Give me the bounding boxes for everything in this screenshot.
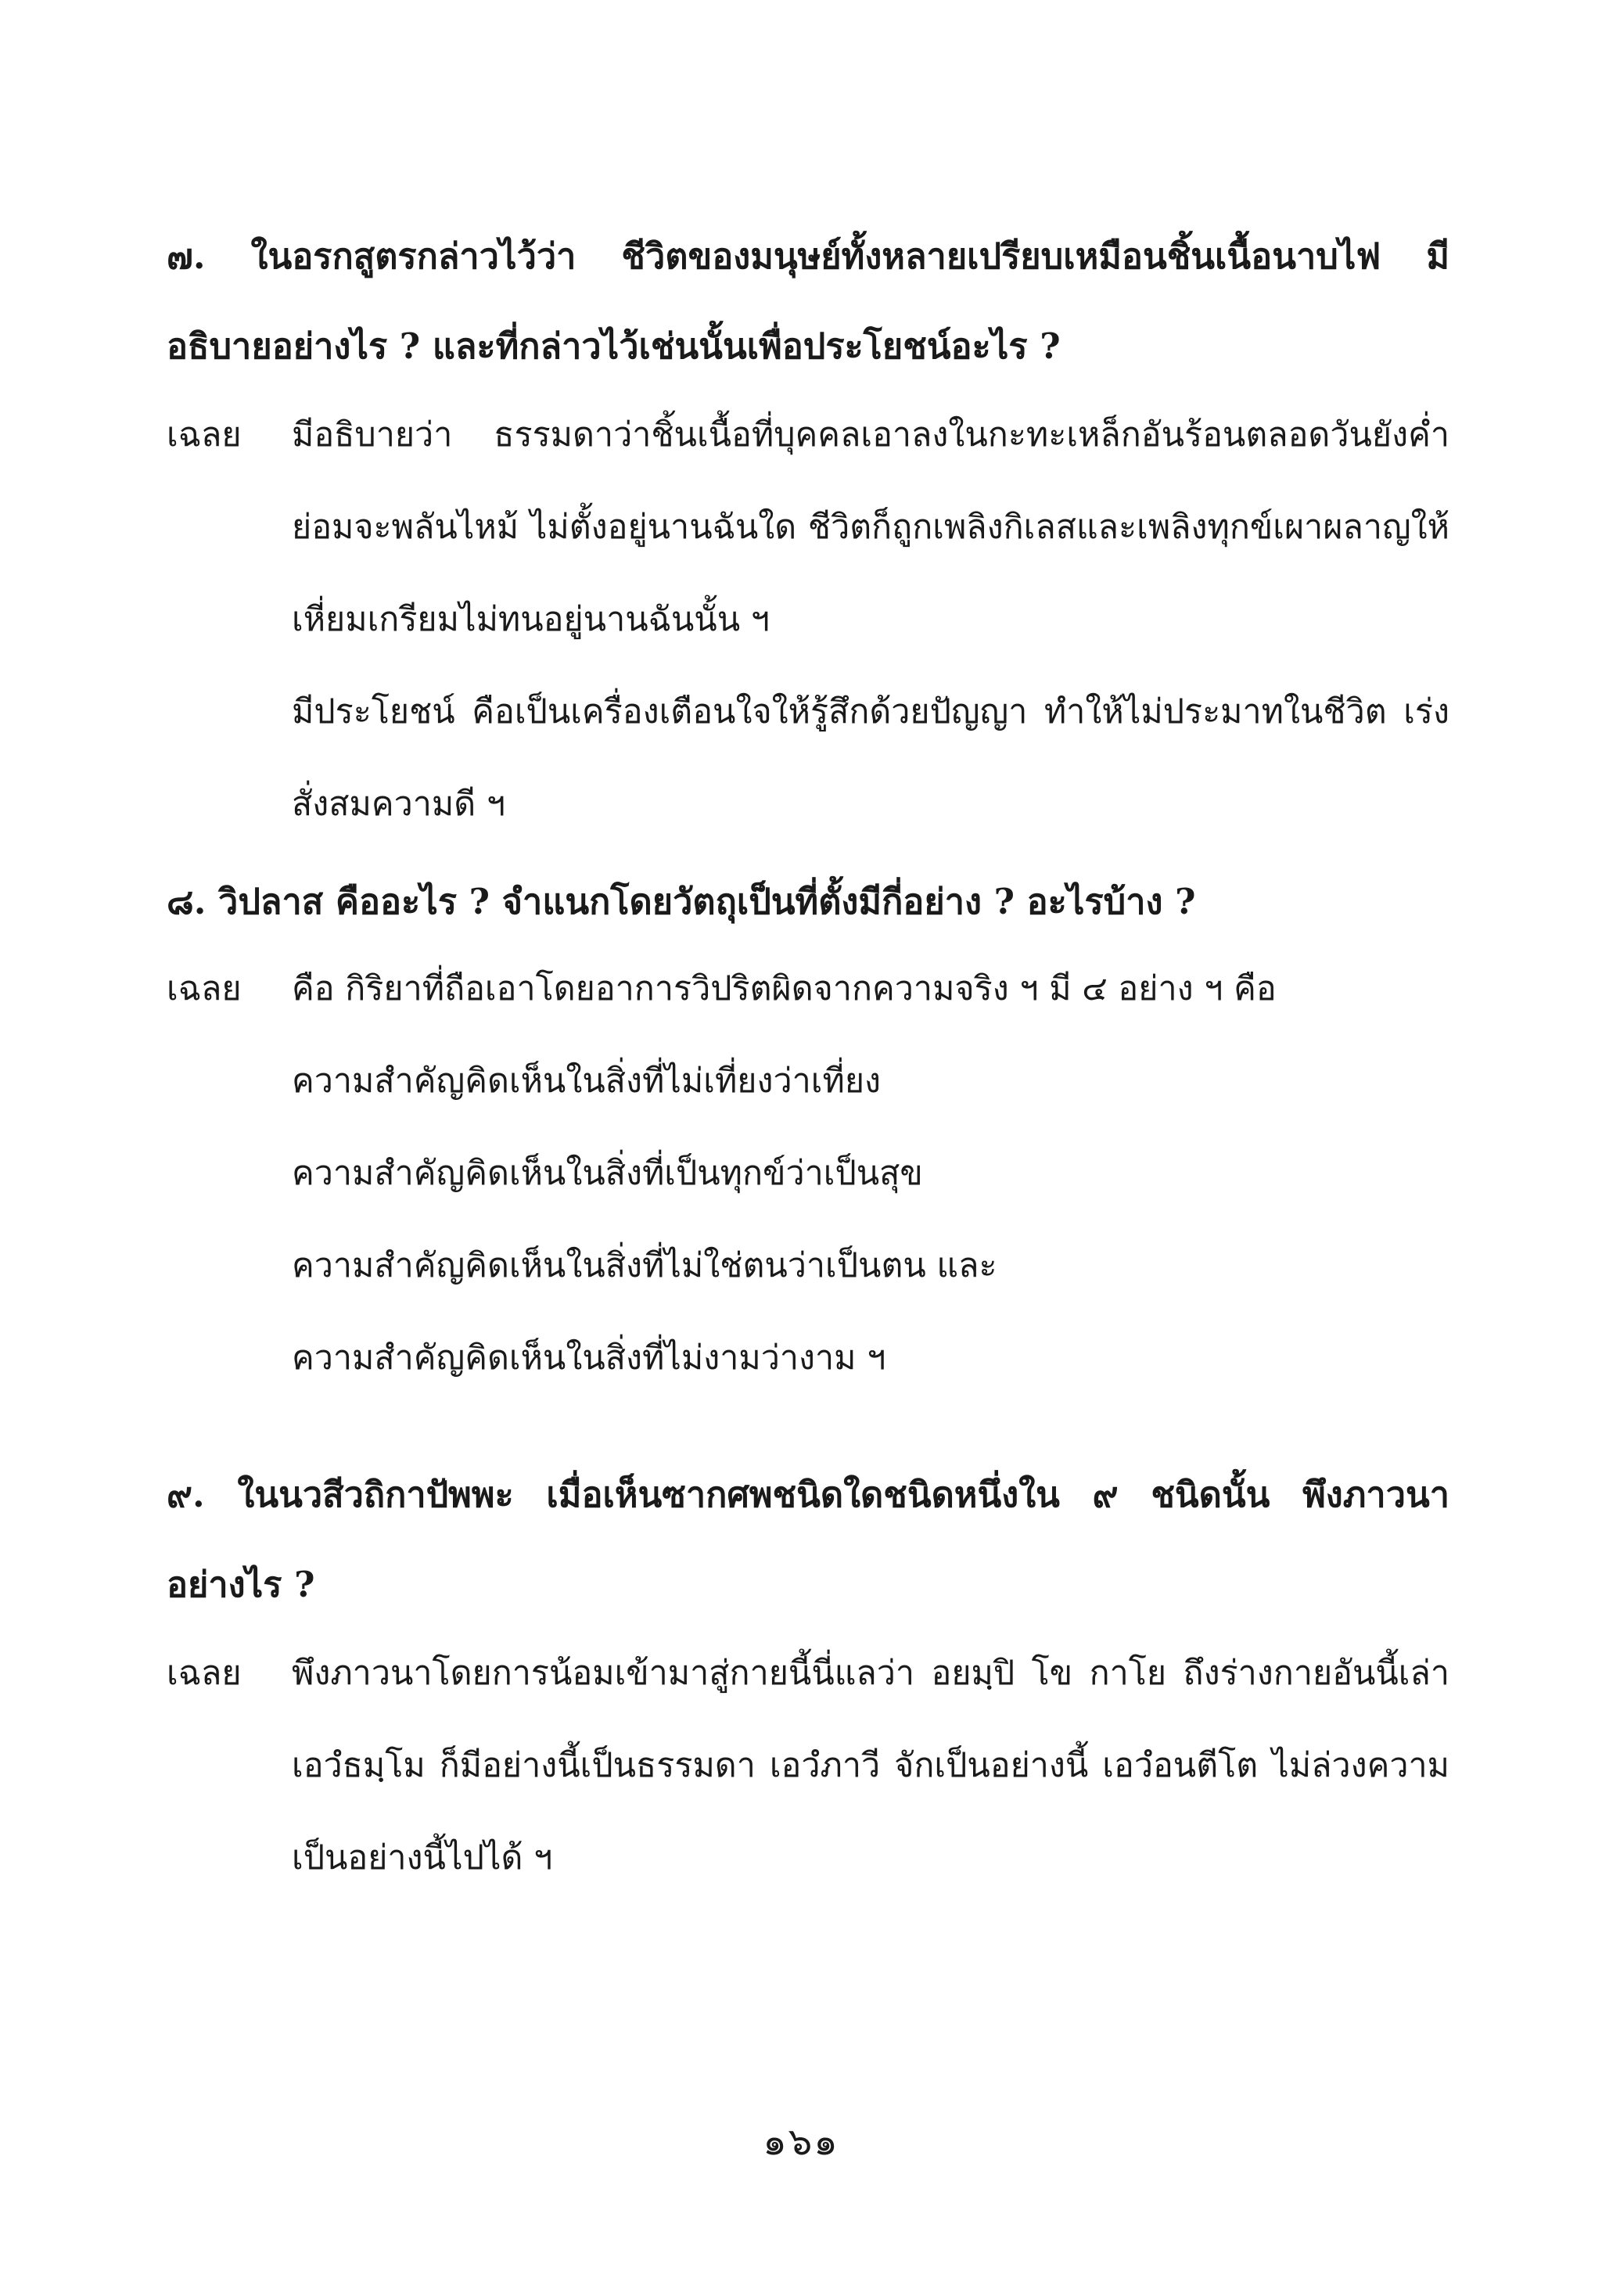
page-number: ๑๖๑ [763, 2120, 839, 2164]
question-7: ๗. ในอรกสูตรกล่าวไว้ว่า ชีวิตของมนุษย์ทั้งหลายเปรียบเหมือนชิ้นเนื้อนาบไฟ มีอธิบายอย่างไร ? และที่กล่าวไว้เช่นนั้นเพื่อประโยชน์อะไร ? [167, 235, 1449, 367]
question-8: ๘. วิปลาส คืออะไร ? จำแนกโดยวัตถุเป็นที่ตั้งมีกี่อย่าง ? อะไรบ้าง ? [167, 881, 1196, 922]
answer-list-item: ความสำคัญคิดเห็นในสิ่งที่เป็นทุกข์ว่าเป็นสุข [292, 1154, 923, 1193]
answer-paragraph: คือ กิริยาที่ถือเอาโดยอาการวิปริตผิดจากความจริง ฯ มี ๔ อย่าง ฯ คือ [292, 969, 1277, 1008]
answer-7 [167, 389, 1449, 850]
answer-8 [167, 943, 1449, 1404]
question-9: ๙. ในนวสีวถิกาปัพพะ เมื่อเห็นซากศพชนิดใดชนิดหนึ่งใน ๙ ชนิดนั้น พึงภาวนาอย่างไร ? [167, 1474, 1449, 1605]
answer-body [292, 943, 1449, 1404]
answer-paragraph: พึงภาวนาโดยการน้อมเข้ามาสู่กายนี้นี่แลว่า อยมฺปิ โข กาโย ถึงร่างกายอันนี้เล่า เอวํธมฺโม ก็มีอย่างนี้เป็นธรรมดา เอวํภาวี จักเป็นอย่างนี้ เอวํอนตีโต ไม่ล่วงความเป็นอย่างนี้ไปได้ ฯ [292, 1654, 1449, 1877]
answer-list-item: ความสำคัญคิดเห็นในสิ่งที่ไม่งามว่างาม ฯ [292, 1338, 886, 1378]
answer-paragraph: มีประโยชน์ คือเป็นเครื่องเตือนใจให้รู้สึกด้วยปัญญา ทำให้ไม่ประมาทในชีวิต เร่งสั่งสมความดี ฯ [292, 692, 1449, 824]
answer-paragraph: มีอธิบายว่า ธรรมดาว่าชิ้นเนื้อที่บุคคลเอาลงในกะทะเหล็กอันร้อนตลอดวันยังค่ำ ย่อมจะพลันไหม้ ไม่ตั้งอยู่นานฉันใด ชีวิตก็ถูกเพลิงกิเลสและเพลิงทุกข์เผาผลาญให้เหี่ยมเกรียมไม่ทนอยู่นานฉันนั้น ฯ [292, 415, 1449, 639]
answer-list-item: ความสำคัญคิดเห็นในสิ่งที่ไม่ใช่ตนว่าเป็นตน และ [292, 1246, 997, 1285]
answer-list-item: ความสำคัญคิดเห็นในสิ่งที่ไม่เที่ยงว่าเที่ยง [292, 1062, 882, 1101]
answer-label: เฉลย [167, 415, 242, 455]
answer-label: เฉลย [167, 969, 242, 1008]
answer-9 [167, 1627, 1449, 1904]
answer-body [292, 389, 1449, 850]
answer-label: เฉลย [167, 1654, 242, 1693]
answer-body [292, 1627, 1449, 1904]
